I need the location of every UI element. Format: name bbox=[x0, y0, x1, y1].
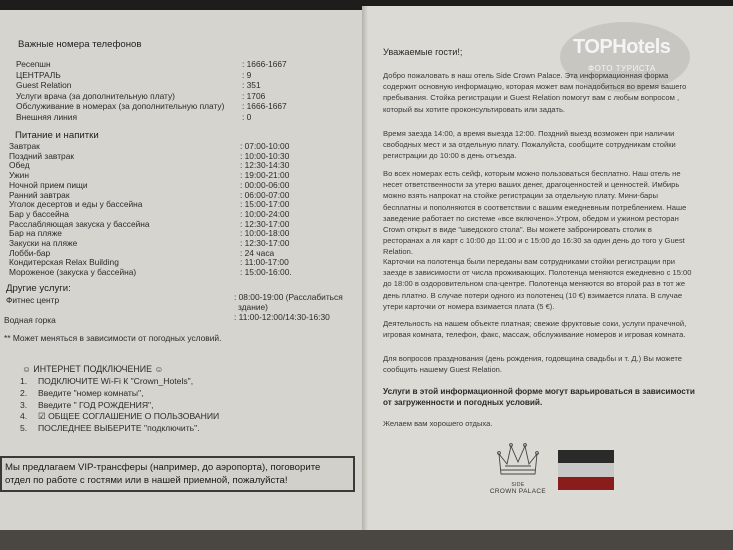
internet-step-num: 5. bbox=[20, 423, 28, 434]
food-label: Мороженое (закуска у бассейна) bbox=[9, 267, 137, 278]
food-value: : 10:00-24:00 bbox=[240, 208, 290, 219]
food-value: : 11:00-17:00 bbox=[240, 257, 289, 268]
vip-line-1: Мы предлагаем VIP-трансферы (например, до аэропорта), поговорите bbox=[5, 462, 321, 473]
food-label: Завтрак bbox=[9, 141, 40, 151]
paragraph-line: бесплатны и пополняются в соответствии с вашим ежедневным потреблением. Наше bbox=[383, 202, 687, 212]
paragraph-checkin bbox=[383, 128, 703, 162]
closing-text: Желаем вам хорошего отдыха. bbox=[383, 419, 493, 428]
internet-title: ☺ ИНТЕРНЕТ ПОДКЛЮЧЕНИЕ ☺ bbox=[22, 364, 164, 374]
food-value: : 10:00-10:30 bbox=[240, 150, 290, 161]
aqua-label: Водная горка bbox=[4, 315, 56, 325]
fitness-value: : 08:00-19:00 (Расслабиться bbox=[234, 292, 343, 302]
phone-value: : 1666-1667 bbox=[242, 101, 287, 112]
paragraph-line: Crown открыт в виде "шведского стола". Вы можете забронировать столик в bbox=[383, 225, 652, 235]
food-label: Закуски на пляже bbox=[9, 238, 78, 248]
paragraph-line: ресторанах а ля карт с 10:00 до 11:00 и с 15:00 до 16:30 за один день до того у Guest bbox=[383, 236, 685, 246]
food-value: : 12:30-17:00 bbox=[240, 238, 290, 248]
phone-value: : 351 bbox=[242, 80, 261, 91]
paragraph-line: Relation. bbox=[383, 247, 413, 257]
food-label: Кондитерская Relax Building bbox=[9, 257, 119, 268]
paragraph-line: свободных мест и за отдельную плату. Пожалуйста, сообщите сотрудникам стойки bbox=[383, 140, 676, 150]
paragraph-line: содержит основную информацию, которая может вам понадобиться во время вашего bbox=[383, 82, 687, 92]
food-value: : 15:00-16:00. bbox=[240, 267, 292, 278]
page-fold-shadow bbox=[362, 6, 368, 530]
crown-logo-icon bbox=[495, 440, 541, 480]
table-background-bottom bbox=[0, 528, 733, 550]
paragraph-line: который вы хотите проконсультировать или задать. bbox=[383, 104, 566, 114]
food-label: Ужин bbox=[9, 170, 29, 181]
paragraph-line: регистрации до 10:00 в день отъезда. bbox=[383, 151, 517, 161]
paragraph-line: Во всех номерах есть сейф, которым можно пользоваться бесплатно. Наш отель не bbox=[383, 169, 681, 178]
crown-palace-logo-text: SIDE CROWN PALACE bbox=[489, 482, 547, 495]
paragraph-line: сообщить нашему Guest Relation. bbox=[383, 365, 502, 375]
food-label: Обед bbox=[9, 160, 30, 171]
phones-title: Важные номера телефонов bbox=[18, 39, 142, 50]
internet-step-num: 4. bbox=[20, 411, 28, 422]
food-value: : 00:00-06:00 bbox=[240, 179, 290, 190]
phone-label: Внешняя линия bbox=[16, 112, 78, 122]
food-value: : 15:00-17:00 bbox=[240, 199, 290, 210]
paragraph-towels bbox=[383, 256, 703, 312]
paragraph-line: день платно. В случае потери одного из полотенец (10 €) взимается плата. В случае bbox=[383, 290, 683, 300]
internet-step-text: ПОСЛЕДНЕЕ ВЫБЕРИТЕ "подключить". bbox=[38, 423, 200, 434]
paragraph-paid-services bbox=[383, 318, 703, 340]
food-label: Ночной прием пищи bbox=[9, 179, 88, 190]
paragraph-line: игровая комната, телефон, факс, массаж, обслуживание номеров и игровая комната. bbox=[383, 330, 686, 340]
tophotels-watermark: TOPHotels bbox=[573, 36, 671, 58]
paragraph-safe bbox=[383, 168, 703, 258]
paragraph-note-bold bbox=[383, 386, 703, 408]
food-label: Уголок десертов и еды у бассейна bbox=[9, 199, 143, 210]
paragraph-line: пребывания. Стойка регистрации и Guest Relation помогут вам с любым вопросом , bbox=[383, 93, 680, 103]
paragraph-line: заведение работает по системе «все включено».Утром, обедом и ужином ресторан bbox=[383, 213, 679, 223]
food-label: Расслабляющая закуска у бассейна bbox=[9, 218, 150, 229]
phone-label: ЦЕНТРАЛЬ bbox=[16, 69, 61, 80]
food-value: : 24 часа bbox=[240, 247, 275, 258]
food-label: Поздний завтрак bbox=[9, 150, 75, 161]
phone-value: : 0 bbox=[242, 112, 252, 122]
other-services-title: Другие услуги: bbox=[6, 283, 71, 294]
internet-step-num: 1. bbox=[20, 376, 28, 386]
internet-step-text: Введите " ГОД РОЖДЕНИЯ", bbox=[38, 399, 154, 410]
paragraph-line: несет ответственности за утерю ваших денег, драгоценностей и ценностей. Имбирь bbox=[383, 180, 680, 190]
internet-step-text: Введите "номер комнаты", bbox=[38, 387, 144, 398]
food-label: Ранний завтрак bbox=[9, 189, 70, 200]
greeting: Уважаемые гости!; bbox=[383, 47, 463, 57]
paragraph-line: заезде в зависимости от числа проживающих. Полотенца меняются ежедневно с 15:00 bbox=[383, 268, 692, 278]
paragraph-line: Карточки на полотенца были переданы вам сотрудниками стойки регистрации при bbox=[383, 257, 675, 266]
vip-line-2: отдел по работе с гостями или в нашей приемной, пожалуйста! bbox=[5, 475, 288, 486]
paragraph-line: Для вопросов празднования (день рождения, годовщина свадьбы и т. Д.) Вы можете bbox=[383, 354, 682, 363]
aqua-value: : 11:00-12:00/14:30-16:30 bbox=[234, 312, 330, 322]
tophotels-watermark-sub: ФОТО ТУРИСТА bbox=[588, 64, 656, 73]
food-value: : 10:00-18:00 bbox=[240, 228, 290, 239]
fitness-value-line2: здание) bbox=[238, 302, 268, 312]
phone-value: : 1706 bbox=[242, 90, 266, 101]
vip-transfer-box bbox=[0, 456, 355, 492]
phone-label: Ресепшн bbox=[16, 59, 51, 69]
phone-label: Услуги врача (за дополнительную плату) bbox=[16, 90, 175, 101]
paragraph-line: Деятельность на нашем объекте платная; свежие фруктовые соки, услуги прачечной, bbox=[383, 319, 687, 328]
food-label: Лобби-бар bbox=[9, 247, 51, 258]
flag-icon bbox=[558, 450, 614, 490]
weather-note: ** Может меняться в зависимости от погодных условий. bbox=[4, 333, 222, 343]
internet-step-text: ☑ ОБЩЕЕ СОГЛАШЕНИЕ О ПОЛЬЗОВАНИИ bbox=[38, 411, 220, 422]
paragraph-line: Добро пожаловать в наш отель Side Crown Palace. Эта информационная форма bbox=[383, 71, 669, 80]
paragraph-line: утери карточки от номера взимается плата (5 €). bbox=[383, 301, 555, 311]
internet-step-text: ПОДКЛЮЧИТЕ Wi-Fi К "Crown_Hotels", bbox=[38, 376, 194, 386]
paragraph-celebration bbox=[383, 353, 703, 375]
paragraph-line: можно взять напрокат на стойке регистрации за отдельную плату. Мини-бары bbox=[383, 191, 658, 201]
food-label: Бар на пляже bbox=[9, 228, 62, 239]
food-label: Бар у бассейна bbox=[9, 208, 69, 219]
fitness-label: Фитнес центр bbox=[6, 295, 60, 305]
internet-step-num: 2. bbox=[20, 387, 28, 398]
food-title: Питание и напитки bbox=[15, 130, 99, 141]
paragraph-line: от загруженности и погодных условий. bbox=[383, 398, 543, 408]
food-value: : 12:30-14:30 bbox=[240, 160, 290, 171]
internet-step-num: 3. bbox=[20, 399, 28, 410]
food-value: : 07:00-10:00 bbox=[240, 141, 290, 151]
food-value: : 19:00-21:00 bbox=[240, 170, 290, 181]
food-value: : 12:30-17:00 bbox=[240, 218, 290, 229]
paragraph-line: Услуги в этой информационной форме могут варьироваться в зависимости bbox=[383, 387, 695, 396]
food-value: : 06:00-07:00 bbox=[240, 189, 290, 200]
paragraph-line: Время заезда 14:00, а время выезда 12:00. Поздний выезд возможен при наличии bbox=[383, 129, 675, 138]
phone-label: Обслуживание в номерах (за дополнительную плату) bbox=[16, 101, 225, 112]
phone-value: : 1666-1667 bbox=[242, 59, 287, 69]
phone-label: Guest Relation bbox=[16, 80, 72, 91]
paragraph-line: до 18:00 в оздоровительном спа-центре. Полотенца меняются во второй раз в тот же bbox=[383, 279, 686, 289]
phone-value: : 9 bbox=[242, 69, 252, 80]
